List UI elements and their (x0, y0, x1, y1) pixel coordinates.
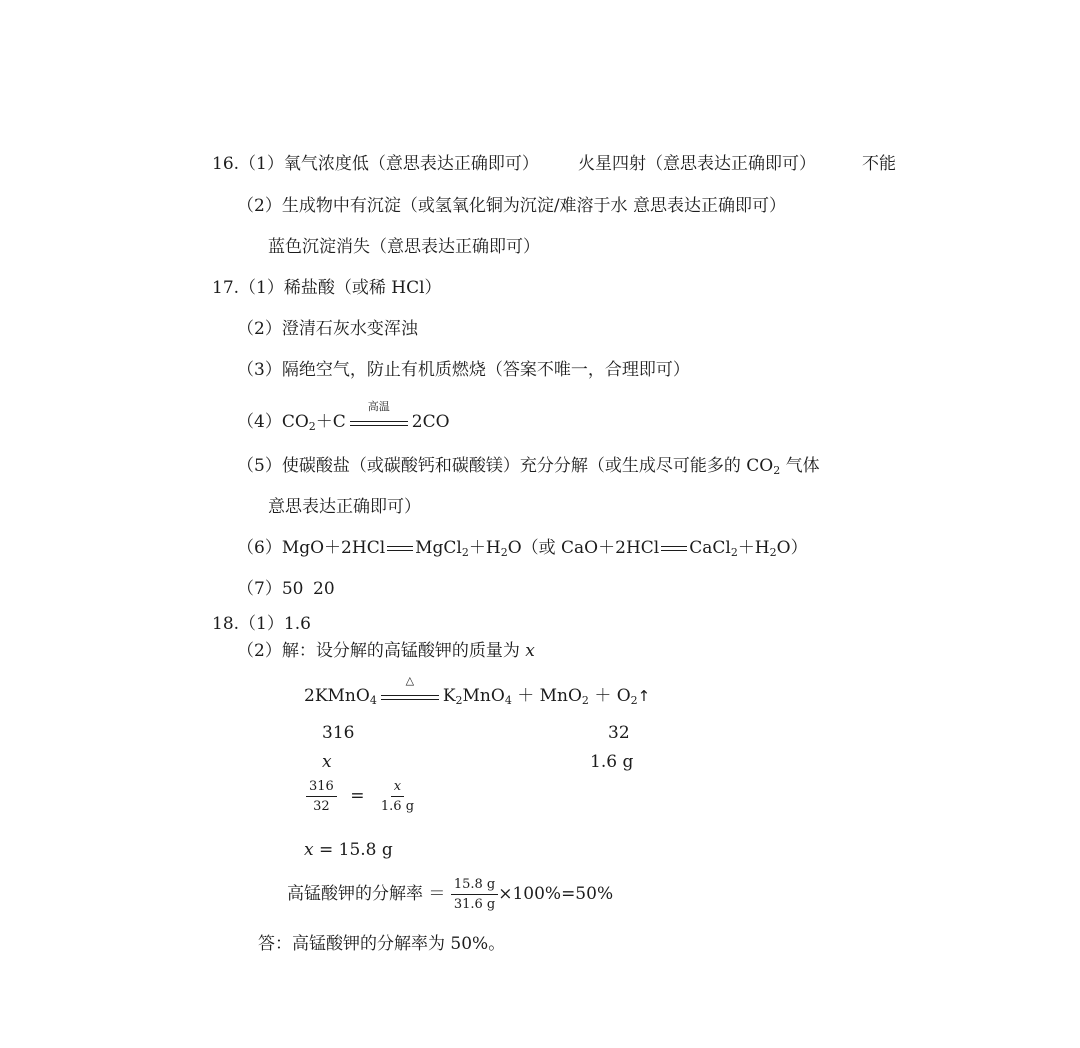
denominator: 1.6 g (380, 799, 415, 814)
q17-part1-answer: 稀盐酸（或稀 HCl） (283, 278, 442, 298)
q16-line1 (212, 153, 539, 175)
rate-label: 高锰酸钾的分解率 ＝ (287, 884, 446, 904)
denominator: 32 (313, 799, 330, 814)
condition-label: 高温 (367, 399, 390, 413)
q17-p6-product-2: CaCl (689, 538, 731, 558)
q16-part1-answer-c: 不能 (862, 154, 896, 174)
q16-part1-number: （1） (239, 154, 284, 174)
q17-p6-product-1: MgCl (415, 538, 462, 558)
q17-part7-answer-b: 20 (313, 579, 335, 599)
q17-p5-sub: 2 (773, 464, 781, 477)
q18-part1-number: （1） (239, 614, 284, 634)
sub: 2 (581, 694, 589, 707)
q17-label: 17. (212, 278, 240, 298)
q17-part5-answer-b: 意思表达正确即可） (268, 497, 421, 517)
heat-symbol: △ (405, 673, 415, 687)
sub: 4 (369, 694, 377, 707)
q18-result (304, 839, 393, 861)
q17-line2 (237, 318, 418, 340)
equals-sign-1 (387, 543, 413, 555)
sub: 4 (504, 694, 512, 707)
q17-part7-answer-a: 50 (281, 579, 304, 599)
q18-proportion (306, 778, 417, 815)
denominator: 31.6 g (453, 897, 496, 912)
eq-product-k-b: MnO (462, 686, 505, 706)
q18-row-x: x (322, 752, 332, 772)
eq-plus-2: ＋ (594, 686, 612, 706)
eq-product-o2: O (616, 686, 631, 706)
result-var: x (304, 840, 314, 860)
q18-part1-answer: 1.6 (283, 614, 311, 634)
sub: 2 (769, 546, 777, 559)
q17-part5-answer-a: 使碳酸盐（或碳酸钙和碳酸镁）充分分解（或生成尽可能多的 CO (281, 456, 774, 476)
q18-label: 18. (212, 614, 240, 634)
q17-p6-reactants-1: MgO＋2HCl (281, 538, 386, 558)
fraction-right (378, 778, 417, 815)
q18-mass-32: 32 (608, 723, 630, 743)
q18-intro: 解：设分解的高锰酸钾的质量为 (281, 641, 526, 661)
q17-part5-number: （5） (237, 456, 282, 476)
equals-bar-top (381, 695, 439, 696)
q17-part2-answer: 澄清石灰水变浑浊 (281, 319, 418, 339)
q16-part2-number: （2） (237, 196, 282, 216)
q17-p6-product-1b: ＋H (468, 538, 501, 558)
equals-bar-top (387, 546, 413, 547)
q17-part4-number: （4） (237, 412, 282, 432)
sub: 2 (730, 546, 738, 559)
q17-part3-number: （3） (237, 360, 282, 380)
numerator: 316 (306, 778, 337, 797)
numerator: x (391, 778, 404, 797)
q17-line4-equation (237, 399, 450, 433)
q17-p6-product-1c: O（或 CaO＋2HCl (507, 538, 660, 558)
rate-tail: ×100%=50% (498, 884, 614, 904)
rate-fraction (451, 876, 498, 913)
q18-line2 (237, 640, 535, 662)
proportion-equals: = (350, 786, 365, 806)
equals-bar-bottom (350, 425, 408, 426)
equals-sign-2 (661, 543, 687, 555)
result-value: = 15.8 g (313, 840, 393, 860)
q16-line2 (237, 195, 786, 217)
q17-p6-product-2c: O） (776, 538, 808, 558)
q16-part2-answer-b: 蓝色沉淀消失（意思表达正确即可） (268, 237, 540, 257)
fraction-left (306, 778, 337, 815)
q18-part2-number: （2） (237, 641, 282, 661)
q18-row-16g: 1.6 g (590, 752, 634, 772)
q17-p4-plus-c: ＋C (315, 412, 346, 432)
equals-bar-bottom (381, 699, 439, 700)
q17-line3 (237, 359, 690, 381)
eq-plus-1: ＋ (517, 686, 535, 706)
sub: 2 (630, 694, 638, 707)
gas-arrow-icon: ↑ (637, 687, 651, 705)
q17-p4-co: CO (281, 412, 309, 432)
equals-bar-top (350, 421, 408, 422)
q16-part1-answer-a: 氧气浓度低（意思表达正确即可） (283, 154, 539, 174)
q17-part3-answer: 隔绝空气，防止有机质燃烧（答案不唯一，合理即可） (281, 360, 690, 380)
q16-part2-answer-a: 生成物中有沉淀（或氢氧化铜为沉淀/难溶于水 意思表达正确即可） (281, 196, 786, 216)
q17-line5 (237, 455, 820, 477)
q17-p6-product-2b: ＋H (737, 538, 770, 558)
equals-bar-top (661, 546, 687, 547)
q16-label: 16. (212, 154, 240, 174)
q18-final-answer: 答：高锰酸钾的分解率为 50%。 (258, 934, 506, 954)
q18-chemical-equation (304, 673, 651, 707)
q17-line6-equation (237, 537, 808, 559)
q18-var-x: x (525, 641, 535, 661)
q16-part1-answer-b: 火星四射（意思表达正确即可） (578, 154, 816, 174)
sub: 2 (455, 694, 463, 707)
eq-product-mno2: MnO (539, 686, 582, 706)
q18-line1 (212, 613, 311, 635)
equals-bar-bottom (661, 550, 687, 551)
q17-part5-answer-a2: 气体 (780, 456, 820, 476)
q17-line7 (237, 578, 303, 600)
equals-bar-bottom (387, 550, 413, 551)
sub: 2 (461, 546, 469, 559)
q17-part2-number: （2） (237, 319, 282, 339)
q17-line1 (212, 277, 442, 299)
q18-rate-line (287, 876, 613, 913)
eq-reactant: 2KMnO (304, 686, 370, 706)
reaction-condition-heat (381, 673, 439, 707)
q17-part6-number: （6） (237, 538, 282, 558)
q18-mass-316: 316 (322, 723, 355, 743)
q17-p4-sub: 2 (308, 420, 316, 433)
eq-product-k: K (442, 686, 456, 706)
sub: 2 (500, 546, 508, 559)
q17-part7-number: （7） (237, 579, 282, 599)
numerator: 15.8 g (451, 876, 498, 895)
reaction-condition-high-temp (350, 399, 408, 433)
q17-p4-product: 2CO (411, 412, 450, 432)
q17-part1-number: （1） (239, 278, 284, 298)
